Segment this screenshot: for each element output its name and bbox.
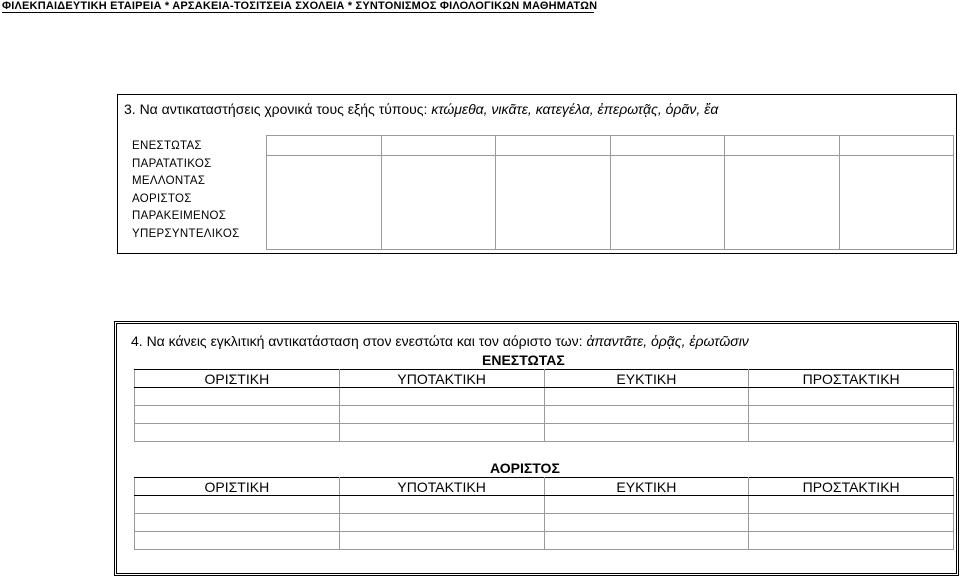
- answer-cell[interactable]: [135, 388, 340, 406]
- answer-cell[interactable]: [496, 156, 611, 250]
- answer-cell[interactable]: [135, 514, 340, 532]
- answer-cell[interactable]: [339, 406, 544, 424]
- exercise-4-words: ἀπαντᾶτε, ὁρᾷς, ἐρωτῶσιν: [586, 333, 749, 349]
- answer-cell[interactable]: [544, 514, 749, 532]
- tense-label: ΠΑΡΑΚΕΙΜΕΝΟΣ: [132, 210, 227, 222]
- answer-cell[interactable]: [725, 156, 840, 250]
- exercise-4-box: [114, 321, 959, 576]
- answer-cell[interactable]: [544, 496, 749, 514]
- answer-cell[interactable]: [839, 156, 954, 250]
- tense-list: [132, 138, 240, 243]
- mood-header: ΠΡΟΣΤΑΚΤΙΚΗ: [749, 370, 954, 388]
- answer-cell[interactable]: [339, 388, 544, 406]
- answer-cell[interactable]: [544, 532, 749, 550]
- tense-label: ΜΕΛΛΟΝΤΑΣ: [132, 175, 206, 187]
- mood-header: ΠΡΟΣΤΑΚΤΙΚΗ: [749, 478, 954, 496]
- tense-label: ΠΑΡΑΤΑΤΙΚΟΣ: [132, 157, 212, 170]
- present-tense-heading: ΕΝΕΣΤΩΤΑΣ: [482, 352, 565, 368]
- answer-cell[interactable]: [381, 136, 496, 156]
- page-header: ΦΙΛΕΚΠΑΙΔΕΥΤΙΚΗ ΕΤΑΙΡΕΙΑ * ΑΡΣΑΚΕΙΑ-ΤΟΣΙΤΣΕΙΑ ΣΧΟΛΕΙΑ * ΣΥΝΤΟΝΙΣΜΟΣ ΦΙΛΟΛΟΓΙΚΩΝ ΜΑΘΗΜΑΤΩΝ: [2, 0, 598, 12]
- answer-cell[interactable]: [749, 406, 954, 424]
- exercise-4-instruction: [131, 333, 749, 349]
- mood-header: ΕΥΚΤΙΚΗ: [544, 370, 749, 388]
- mood-header: ΥΠΟΤΑΚΤΙΚΗ: [339, 478, 544, 496]
- answer-cell[interactable]: [135, 406, 340, 424]
- aorist-tense-table: [134, 477, 954, 550]
- exercise-3-words: κτώμεθα, νικᾶτε, κατεγέλα, ἐπερωτᾷς, ὁρᾶν, ἔα: [431, 101, 719, 117]
- tense-label: ΥΠΕΡΣΥΝΤΕΛΙΚΟΣ: [132, 227, 240, 240]
- exercise-3-text: 3. Να αντικαταστήσεις χρονικά τους εξής τύπους:: [124, 101, 432, 117]
- mood-header: ΟΡΙΣΤΙΚΗ: [135, 370, 340, 388]
- answer-cell[interactable]: [135, 532, 340, 550]
- answer-cell[interactable]: [544, 406, 749, 424]
- exercise-3-answer-table: [266, 135, 954, 250]
- exercise-3-instruction: [124, 101, 718, 117]
- answer-cell[interactable]: [544, 424, 749, 442]
- answer-cell[interactable]: [749, 388, 954, 406]
- answer-cell[interactable]: [135, 496, 340, 514]
- answer-cell[interactable]: [610, 156, 725, 250]
- mood-header: ΥΠΟΤΑΚΤΙΚΗ: [339, 370, 544, 388]
- tense-label: ΕΝΕΣΤΩΤΑΣ: [132, 140, 202, 152]
- answer-cell[interactable]: [749, 424, 954, 442]
- tense-label: ΑΟΡΙΣΤΟΣ: [132, 192, 192, 205]
- answer-cell[interactable]: [839, 136, 954, 156]
- answer-cell[interactable]: [725, 136, 840, 156]
- exercise-3-box: [117, 94, 957, 254]
- answer-cell[interactable]: [610, 136, 725, 156]
- answer-cell[interactable]: [749, 496, 954, 514]
- answer-cell[interactable]: [339, 496, 544, 514]
- answer-cell[interactable]: [339, 514, 544, 532]
- answer-cell[interactable]: [381, 156, 496, 250]
- answer-cell[interactable]: [267, 136, 382, 156]
- answer-cell[interactable]: [135, 424, 340, 442]
- answer-cell[interactable]: [749, 532, 954, 550]
- answer-cell[interactable]: [496, 136, 611, 156]
- answer-cell[interactable]: [267, 156, 382, 250]
- answer-cell[interactable]: [544, 388, 749, 406]
- answer-cell[interactable]: [339, 532, 544, 550]
- mood-header: ΕΥΚΤΙΚΗ: [544, 478, 749, 496]
- mood-header: ΟΡΙΣΤΙΚΗ: [135, 478, 340, 496]
- exercise-4-text: 4. Να κάνεις εγκλιτική αντικατάσταση στον ενεστώτα και τον αόριστο των:: [131, 333, 587, 349]
- answer-cell[interactable]: [339, 424, 544, 442]
- present-tense-table: [134, 369, 954, 442]
- header-underline: [2, 12, 594, 13]
- exercise-3-grid: [118, 135, 956, 249]
- aorist-tense-heading: ΑΟΡΙΣΤΟΣ: [490, 460, 560, 476]
- answer-cell[interactable]: [749, 514, 954, 532]
